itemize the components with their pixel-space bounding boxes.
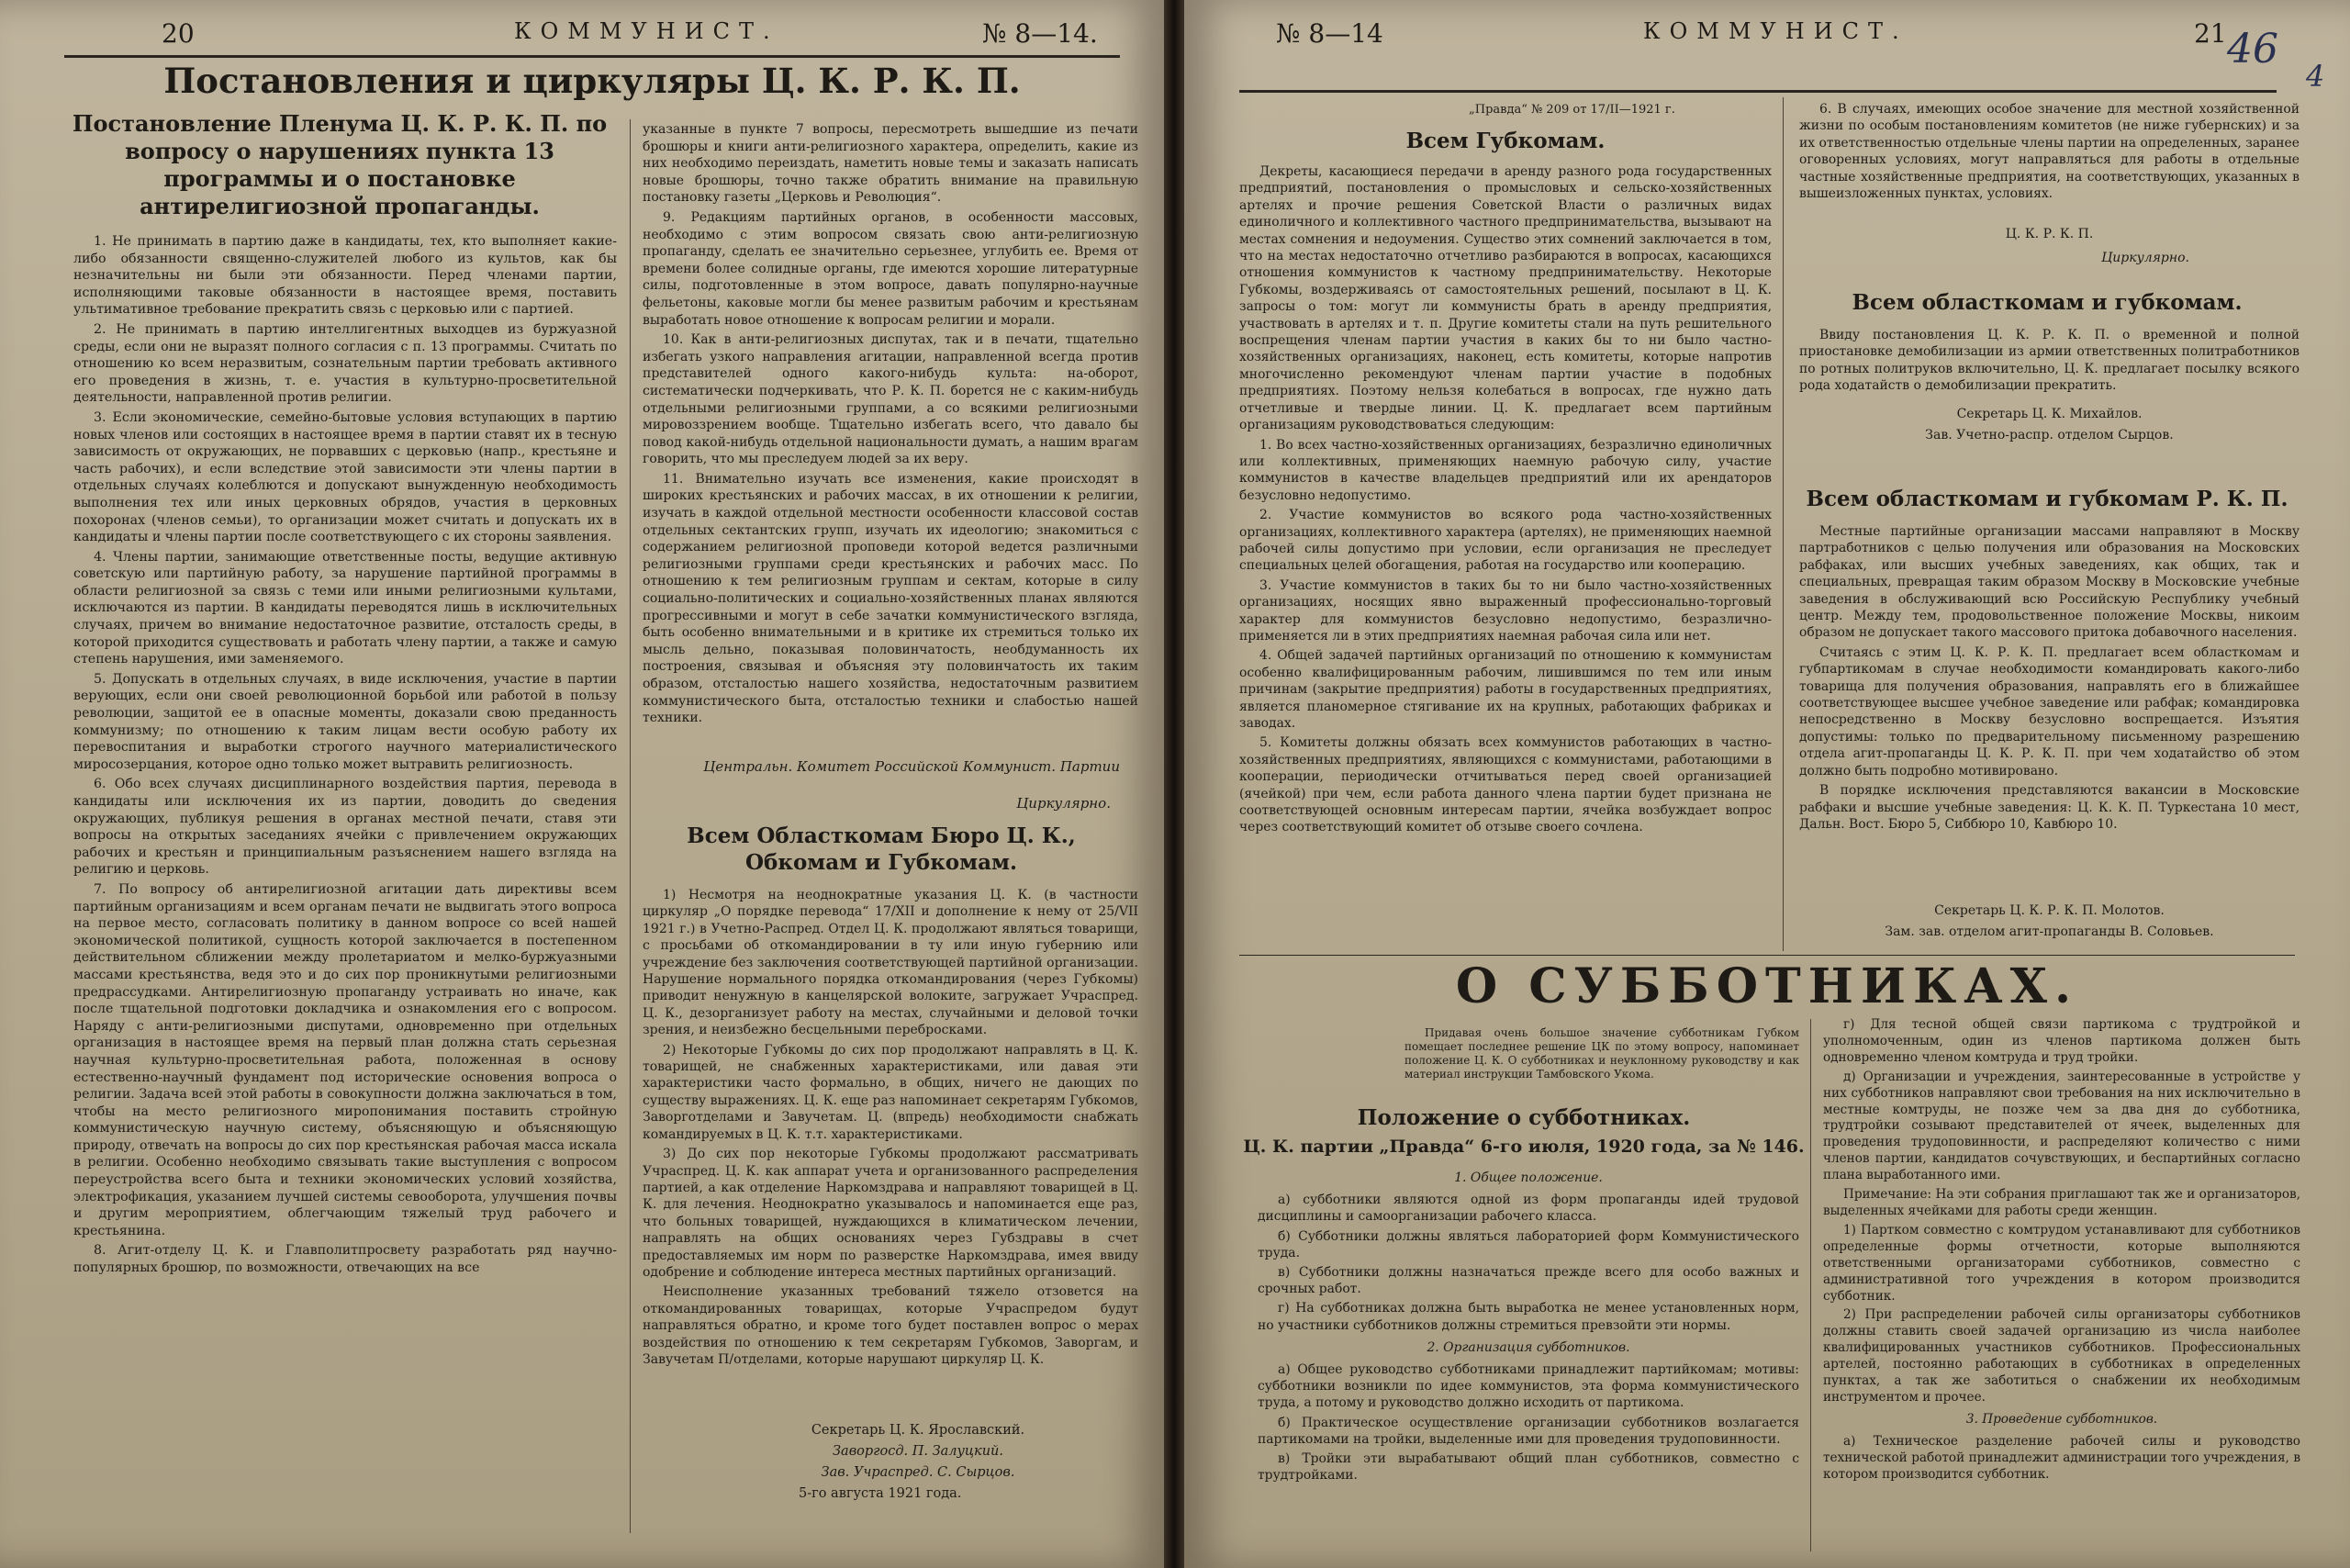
subbotniki-para: г) На субботниках должна быть выработка не менее установленных норм, но участники субботников должны стремиться превзойти эти нормы. [1258, 1301, 1799, 1333]
article2-body [643, 887, 1138, 1438]
right-article3-title: Всем областкомам и губкомам Р. К. П. [1806, 487, 2288, 511]
subbotniki-para: а) Техническое разделение рабочей силы и руководство технической работой принадлежит администрации того учреждения, в котором производится субботник. [1823, 1433, 2300, 1482]
left-page-title: Постановления и циркуляры Ц. К. Р. К. П. [163, 61, 1021, 101]
subbotniki-intro: Придавая очень большое значение субботникам Губком помещает последнее решение ЦК по этому вопросу, напоминает положение Ц. К. О субботниках и неуклонному руководству и как материал инструкции Тамбовского Укома. [1404, 1026, 1799, 1081]
right-article1-signature: Ц. К. Р. К. П. [2005, 227, 2094, 241]
article1-para: 4. Члены партии, занимающие ответственные посты, ведущие активную советскую или партийную работу, за нарушение партийной программы в области религиозной за связь с теми или иными религиозными культами, исключаются из партии. В кандидаты переводятся лишь в исключительных случаях, причем во внимание недостаточное развитие, отсталость среды, в которой приходится существовать и работать члену партии, а также и самую степень нарушения, ими заменяемого. [73, 549, 617, 667]
article1-para: 1. Не принимать в партию даже в кандидаты, тех, кто выполняет какие-либо обязанности священно-служителей любого из культов, как бы незначительны ни были эти обязанности. Перед членами партии, исполняющими таковые обязанности в настоящее время, поставить ультимативное требование прекратить связь с церковью или с партией. [73, 234, 617, 318]
handwritten-page-number: 46 [2227, 26, 2278, 73]
article1-para: 6. Обо всех случаях дисциплинарного воздействия партия, перевода в кандидаты или исключения их из партии, доводить до сведения окружающих, публикуя решения в органах местной печати, ставя эти вопросы на открытых заседаниях ячейки с привлечением окружающих рабочих и крестьян и принципиальным разъяснением нашего взгляда на религию и церковь. [73, 777, 617, 878]
subbotniki-sub2: 2. Организация субботников. [1427, 1339, 1630, 1355]
article1-column-1 [73, 233, 617, 1518]
left-column-divider [630, 119, 631, 1533]
right-article1-continuation [1799, 101, 2300, 220]
article2-title: Всем Областкомам Бюро Ц. К., Обкомам и Губкомам. [687, 823, 1076, 875]
right-column-divider-bottom [1810, 1019, 1811, 1551]
subbotniki-reference: Ц. К. партии „Правда“ 6-го июля, 1920 года, за № 146. [1243, 1137, 1805, 1157]
book-gutter [1164, 0, 1184, 1568]
article1-para: 3. Если экономические, семейно-бытовые условия вступающих в партию новых членов или состоящих в настоящее время в партии ставят их в тесную зависимость от окружающих, не порвавших с церковью (напр., крестьяне и часть рабочих), и если вследствие этой зависимости эти члены партии в отдельных случаях колеблются и допускают вынужденную необходимость выполнения тех или иных церковных обрядов, участия в церковных похоронах (членов семьи), то организации может считать и допускать их в кандидаты и члены партии после соответствующего с их стороны заявления. [73, 409, 617, 545]
subbotniki-sub3: 3. Проведение субботников. [1965, 1411, 2158, 1427]
article2-sig-secretary: Секретарь Ц. К. Ярославский. [811, 1423, 1025, 1438]
right-article2-body [1799, 327, 2300, 404]
subbotniki-sub1: 1. Общее положение. [1454, 1170, 1603, 1185]
article1-para: 11. Внимательно изучать все изменения, какие происходят в широких крестьянских и рабочих массах, в их отношении к религии, изучать в каждой отдельной местности особенности классовой состав отдельных сектантских групп, изучать их идеологию; знакомиться с содержанием религиозной проповеди которой ведется различными религиозными группами среди крестьянских и рабочих масс. По отношению к тем религиозным группам и сектам, которые в силу социально-политических и социально-хозяйственных планах являются прогрессивными и могут в себе зачатки коммунистического взгляда, быть особенно внимательными и в критике их стремиться только их мысль дельно, показывая половинчатость, необдуманность их построения, связывая и объясняя эту половинчатость их таким образом, отсталостью нашего хозяйства, недостаточным развитием коммунистического быта, отсталостью техники и слабостью нашей техники. [643, 471, 1138, 726]
right-article3-para: Считаясь с этим Ц. К. Р. К. П. предлагает всем областкомам и губпартикомам в случае необходимости командировать какого-либо товарища для получения образования, направлять его в ближайшее соответствующее высшее учебное заведение или рабфак; командировка непосредственно в Москву безусловно воспрещается. Изъятия допустимы: только по предварительному письменному разрешению отдела агит-пропаганды Ц. К. Р. К. П. при чем ходатайство об этом должно быть подробно мотивировано. [1799, 644, 2300, 778]
subbotniki-para: д) Организации и учреждения, заинтересованные в устройстве у них субботников направляют свои требования на них исключительно в местные комтруды, не позже чем за два дня до субботника, трудтройки созывают представителей от ячеек, выделенных для проведения трудоповинности, и распределяют количество с ними членов партии, кандидатов сочувствующих, и беспартийных согласно плана выработанного ими. [1823, 1069, 2300, 1183]
subbotniki-intro-block [1404, 1026, 1799, 1109]
article1-para: 5. Допускать в отдельных случаях, в виде исключения, участие в партии верующих, если они своей революционной борьбой или работой в пользу революции, защитой ее в опасные моменты, доказали свою преданность коммунизму; по отношению к таким лицам вести особую работу их перевоспитания и выработки строгого научного материалистического миросозерцания, которое одно только может вытравить религиозность. [73, 671, 617, 772]
article-source: „Правда“ № 209 от 17/II—1921 г. [1469, 103, 1675, 117]
right-article1-para: 2. Участие коммунистов во всякого рода частно-хозяйственных организациях, коллективного характера (артелях), не применяющих наемной рабочей силы допустимо при условии, если организация не преследует специальных целей обогащения, работая на государство или кооперацию. [1239, 508, 1772, 574]
subbotniki-column-2 [1823, 1017, 2300, 1554]
article1-signature: Центральн. Комитет Российской Коммунист. Партии [703, 758, 1120, 775]
right-article3-sig1: Секретарь Ц. К. Р. К. П. Молотов. [1934, 903, 2165, 918]
article1-para: 7. По вопросу об антирелигиозной агитации дать директивы всем партийным организациям и всем органам печати не выдвигать этого вопроса на первое место, согласовать политику в данном вопросе со всей нашей экономической политикой, сущность которой заключается в постепенном действительном сближении между пролетариатом и мелко-буржуазными массами крестьянства, ведя это и до сих пор проникнутыми религиозными предрассудками. Антирелигиозную пропаганду устраивать но иначе, как после тщательной подготовки докладчика и ознакомления его с вопросом. Наряду с анти-религиозными диспутами, одновременно при отдельных организация в настоящее время на первый план должна стать серьезная научная культурно-просветительная работа, положенная в основу естественно-научный фундамент под исторические основения вопроса о религии. Задача всей этой работы в совокупности должна заключаться в том, чтобы на место религиозного миропонимания поставить стройную коммунистическую научную систему, объясняющую и объясняющую природу, отвечать на вопросы до сих пор крестьянская рабочая масса искала в религии. Особенно необходимо связывать такие выступления с вопросом переустройства всего быта и техники экономических условий хозяйства, электрофикация, указанием лучшей системы севооборота, улучшения почвы и другим мероприятием, облегчающим тяжелый труд рабочего и крестьянина. [73, 881, 617, 1238]
article1-para: 2. Не принимать в партию интеллигентных выходцев из буржуазной среды, если они не выразят полного согласия с п. 13 программы. Считать по отношению ко всем неразвитым, сознательным партии требовать активного его проведения в жизнь, т. е. участия в культурно-просветительной деятельности, направленной против религии. [73, 321, 617, 406]
right-issue-number: № 8—14 [1276, 18, 1383, 49]
right-article2-signatures [1799, 406, 2300, 461]
subbotniki-para: в) Субботники должны назначаться прежде всего для особо важных и срочных работ. [1258, 1265, 1799, 1297]
subbotniki-para: 2) При распределении рабочей силы организаторы субботников должны ставить своей задачей организацию из числа наиболее квалифицированных участников субботников. Профессиональных артелей, постоянно работающих в субботниках в определенных пунктах, а так же заботиться о снабжении их необходимым инструментом и прочее. [1823, 1307, 2300, 1405]
article2-para: Неисполнение указанных требований тяжело отзовется на откомандированных товарищах, которые Учраспредом будут направляться обратно, и кроме того будет поставлен вопрос о мерах воздействия по отношению к тем секретарям Губкомов, Заворгам, и Завучетам П/отделами, которые нарушают циркуляр Ц. К. [643, 1284, 1138, 1367]
section-separator-rule [1239, 955, 2295, 956]
right-article1-para: 3. Участие коммунистов в таких бы то ни было частно-хозяйственных организациях, носящих явно выраженный профессионально-торговый характер для коммунистов безусловно недопустимо, безразлично-применяется ли в этих предприятиях наемная рабочая сила или нет. [1239, 577, 1772, 644]
right-article1-para: 4. Общей задачей партийных организаций по отношению к коммунистам особенно квалифицированным рабочим, лишившимся по тем или иным причинам (закрытие предприятия) работы в государственных предприятиях, является планомерное стягивание их на крупных, работающих фабриках и заводах. [1239, 648, 1772, 731]
subbotniki-para: г) Для тесной общей связи партикома с трудтройкой и уполномоченным, один из членов партикома должен быть одновременно членом комтруда и труд тройки. [1823, 1017, 2300, 1065]
article1-signature-block [643, 758, 1120, 780]
left-header-rule [64, 55, 1120, 58]
article1-para: 9. Редакциям партийных органов, в особенности массовых, необходимо с этим вопросом связать свою анти-религиозную пропаганду, сделать ее значительно серьезнее, углубить ее. Время от времени более солидные органы, где имеются хорошие литературные силы, подготовленные в этом вопросе, давать популярно-научные фельетоны, каковые могли бы менее развитым рабочим и крестьянам выработать новое отношение к вопросам религии и морали. [643, 209, 1138, 328]
subbotniki-para: 1) Партком совместно с комтрудом устанавливают для субботников определенные формы отчетности, которые выполняются ответственными организаторами субботников, совместно с административной того учреждения в котором производится субботник. [1823, 1222, 2300, 1304]
article1-title: Постановление Пленума Ц. К. Р. К. П. по вопросу о нарушениях пункта 13 программы и о постановке антирелигиозной пропаганды. [72, 110, 608, 219]
right-article3-para: В порядке исключения представляются вакансии в Московские рабфаки и высшие учебные заведения: Ц. К. К. П. Туркестана 10 мест, Дальн. Вост. Бюро 5, Сиббюро 10, Кавбюро 10. [1799, 783, 2300, 832]
left-masthead: КОММУНИСТ. [514, 18, 779, 44]
subbotniki-para: в) Тройки эти вырабатывают общий план субботников, совместно с трудтройками. [1258, 1451, 1799, 1484]
right-page [1184, 0, 2350, 1568]
article2-label: Циркулярно. [1016, 795, 1111, 812]
subbotniki-heading: Положение о субботниках. [1357, 1105, 1691, 1130]
right-page-number: 21 [2194, 18, 2227, 49]
article-source-block [1469, 101, 1726, 119]
article2-sig-zavuchraspred: Зав. Учраспред. С. Сырцов. [821, 1465, 1015, 1480]
article1-column-2 [643, 121, 1138, 764]
article2-para: 3) До сих пор некоторые Губкомы продолжают рассматривать Учраспред. Ц. К. как аппарат учета и организованного распределения партией, а как отделение Наркомздрава и направляют товарищей в Ц. К. для лечения. Неоднократно указывалось и напоминается еще раз, что больных товарищей, нуждающихся в климатическом лечении, направлять на общих основаниях через Губздравы в счет предоставляемых им норм по разверстке Наркомздрава, имея ввиду одобрение и соблюдение интереса местных партийных организаций. [643, 1147, 1138, 1280]
right-article1-para: 5. Комитеты должны обязать всех коммунистов работающих в частно-хозяйственных предприятиях, являющихся с коммунистами, работающими в кооперации, периодически отчитываться перед своей организацией (ячейкой) при чем, если работа данного члена партии будет признана не соответствующей основным интересам партии, ячейка возбуждает вопрос через соответствующий комитет об отзыве своего сочлена. [1239, 735, 1772, 835]
article2-para: 2) Некоторые Губкомы до сих пор продолжают направлять в Ц. К. товарищей, не снабженных характеристиками, или давая эти характеристики часто формально, в общих, ничего не дающих по существу выражениях. Ц. К. еще раз напоминает секретарям Губкомов, Заворготделами и Завучетам. Ц. (впредь) необходимости снабжать командируемых в Ц. К. т.т. характеристиками. [643, 1042, 1138, 1142]
right-article2-label: Циркулярно. [2101, 250, 2189, 265]
right-header-rule [1239, 90, 2277, 93]
right-article1-sig-block [1799, 226, 2300, 290]
article1-para: указанные в пункте 7 вопросы, пересмотреть вышедшие из печати брошюры и книги анти-религиозного характера, определить, какие из них необходимо переиздать, наметить новые темы и заказать написать новые брошюры, точно также обратить внимание на правильную постановку газеты „Церковь и Революция“. [643, 122, 1138, 206]
article2-para: 1) Несмотря на неоднократные указания Ц. К. (в частности циркуляр „О порядке перевода“ 17/XII и дополнение к нему от 25/VII 1921 г.) в Учетно-Распред. Отдел Ц. К. продолжают являться товарищи, с просьбами об откомандировании в ту или иную губернию или учреждение без заключения соответствующей партийной организации. Нарушение нормального порядка откомандирования (через Губкомы) приводит ненужную в канцелярской волоките, загружает Учраспред. Ц. К., дезорганизует работу на местах, случайными и деловой точки зрения, и неизбежно бесцельными перебросками. [643, 888, 1138, 1038]
right-article2-sig1: Секретарь Ц. К. Михайлов. [1956, 407, 2143, 421]
left-issue-number: № 8—14. [982, 18, 1098, 49]
right-article2-title: Всем областкомам и губкомам. [1852, 290, 2243, 315]
subbotniki-section-title: О СУББОТНИКАХ. [1455, 958, 2079, 1014]
article2-date: 5-го августа 1921 года. [799, 1486, 962, 1501]
subbotniki-para: а) субботники являются одной из форм пропаганды идей трудовой дисциплины и самоорганизации рабочего класса. [1258, 1193, 1799, 1225]
right-masthead: КОММУНИСТ. [1643, 18, 1908, 44]
right-article1-cont-para: 6. В случаях, имеющих особое значение для местной хозяйственной жизни по особым постановлениям комитетов (не ниже губернских) и за их ответственностью отдельные члены партии на определенных, заранее оговоренных условиях, могут направляться для работы в отдельные частные хозяйственные предприятия, на соответствующих, указанных в вышеизложенных пунктах, условиях. [1799, 102, 2300, 202]
article1-para: 8. Агит-отделу Ц. К. и Главполитпросвету разработать ряд научно-популярных брошюр, по возможности, отвечающих на все [73, 1243, 617, 1276]
right-article3-para: Местные партийные организации массами направляют в Москву партработников с целью получения или образования на Московских рабфаках, или высших учебных заведениях, как общих, так и специальных, превращая таким образом Москву в Московские учебные заведения в обслуживающий всю Российскую Республику учебный центр. Между тем, продовольственное положение Москвы, никоим образом не допускает такого массового притока добавочного населения. [1799, 524, 2300, 641]
right-article1-para: Декреты, касающиеся передачи в аренду разного рода государственных предприятий, постановления о промысловых и сельско-хозяйственных артелях и прочие решения Советской Власти о различных видах единоличного и коллективного частного предпринимательства, вызывают на местах сомнения и недоумения. Существо этих сомнений заключается в том, что на местах недостаточно отчетливо разбираются в вопросах, касающихся отношения коммунистов к частному предпринимательству. Некоторые Губкомы, воздерживаясь от самостоятельных решений, посылают в Ц. К. запросы о том: могут ли коммунисты брать в аренду предприятия, участвовать в артелях и т. п. Другие комитеты стали на путь решительного воспрещения членам партии участия в каких бы то ни было частно-хозяйственных организациях, наконец, есть комитеты, которые напротив многочисленно рекомендуют членам партии участие в подобных предприятиях. Поэтому нельзя колебаться в вопросах, где нужно дать отчетливые и твердые линии. Ц. К. предлагает всем партийным организациям руководствоваться следующим: [1239, 164, 1772, 433]
subbotniki-note: Примечание: На эти собрания приглашают так же и организаторов, выделенных ячейками для работы среди женщин. [1823, 1187, 2300, 1218]
right-article3-body [1799, 523, 2300, 900]
article2-signatures [643, 1421, 1138, 1550]
corner-pencil-mark: 4 [2306, 59, 2325, 94]
right-article1-para: 1. Во всех частно-хозяйственных организациях, безразлично единоличных или коллективных, применяющих наемную рабочую силу, участие коммунистов в качестве владельцев предприятий или их арендаторов безусловно недопустимо. [1239, 437, 1772, 503]
right-article2-para: Ввиду постановления Ц. К. Р. К. П. о временной и полной приостановке демобилизации из армии ответственных политработников по ротных политруков включительно, Ц. К. предлагает посылку всякого рода ходатайств о демобилизации прекратить. [1799, 328, 2300, 394]
article2-label-block [643, 795, 1111, 817]
article1-para: 10. Как в анти-религиозных диспутах, так и в печати, тщательно избегать узкого направления агитации, направленной всегда против представителей одного какого-нибудь культа: на-оборот, систематически подчеркивать, что Р. К. П. борется не с каким-нибудь отдельными религиозными группами, а со всякими религиозными мировоззрением вообще. Тщательно избегать всего, что давало бы повод какой-нибудь отдельной национальности думать, а нашим врагам говорить, что мы преследуем людей за их веру. [643, 332, 1138, 467]
article2-sig-zavorg: Заворгоcд. П. Залуцкий. [833, 1444, 1003, 1459]
right-article2-sig2: Зав. Учетно-распр. отделом Сырцов. [1925, 427, 2174, 442]
right-article1-title: Всем Губкомам. [1405, 129, 1606, 153]
subbotniki-column-1 [1258, 1164, 1799, 1550]
right-article1-body [1239, 163, 1772, 962]
left-page [0, 0, 1164, 1568]
right-article3-signatures [1799, 902, 2300, 942]
subbotniki-para: б) Практическое осуществление организации субботников возлагается партикомами на тройки, выделенные ими для проведения трудоповинности. [1258, 1415, 1799, 1447]
right-article3-sig2: Зам. зав. отделом агит-пропаганды В. Соловьев. [1885, 924, 2214, 939]
subbotniki-para: а) Общее руководство субботниками принадлежит партийкомам; мотивы: субботники возникли по идее коммунистов, эта форма коммунистического труда, а потому и руководство должно исходить от партикома. [1258, 1362, 1799, 1411]
right-column-divider-top [1783, 97, 1784, 951]
left-page-number: 20 [162, 18, 195, 49]
subbotniki-para: б) Субботники должны являться лабораторией форм Коммунистического труда. [1258, 1228, 1799, 1260]
